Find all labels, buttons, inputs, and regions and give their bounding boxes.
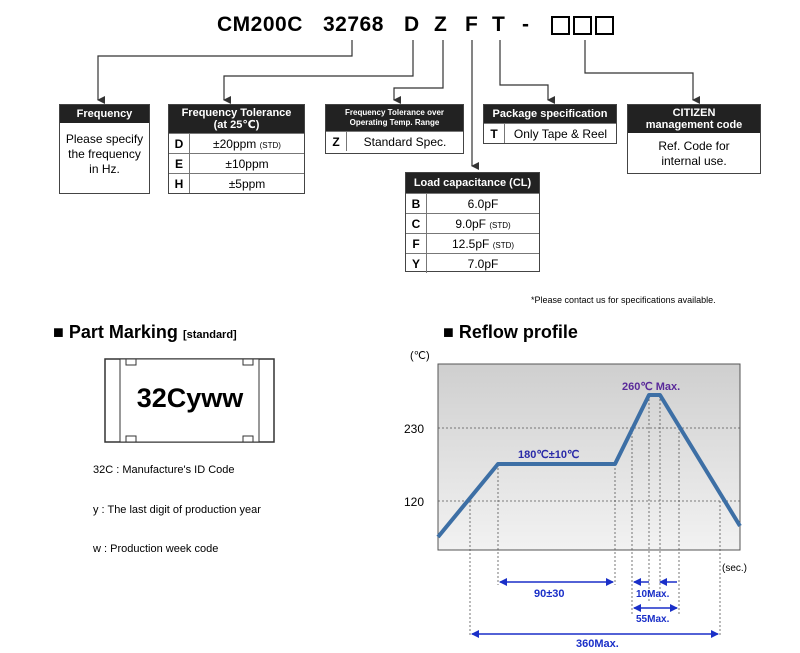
citizen-box-body: Ref. Code for internal use. (658, 139, 730, 168)
row-code: F (406, 234, 427, 254)
tolerance-title-line1: Frequency Tolerance (181, 107, 292, 119)
part-marking-title-text: Part Marking (68, 322, 178, 342)
marking-legend-item: 32C : Manufacture's ID Code (93, 464, 235, 476)
row-value: Standard Spec. (347, 132, 464, 152)
row-code: C (406, 214, 427, 234)
part-dash: - (522, 13, 530, 36)
row-code: B (406, 194, 427, 214)
table-row (169, 154, 304, 174)
dim-above230-label: 55Max. (636, 614, 670, 625)
row-value: 7.0pF (427, 254, 540, 274)
part-marking-code: 32Cyww (136, 383, 244, 413)
tolerance-box-title (169, 105, 304, 133)
table-row (406, 234, 539, 254)
temp-title-line2: Operating Temp. Range (349, 118, 440, 127)
tolerance-table (169, 133, 304, 193)
temp-title-line1: Frequency Tolerance over (345, 108, 444, 117)
frequency-box-title: Frequency (60, 105, 149, 123)
part-marking-title (53, 322, 237, 343)
tolerance-title-line2: (at 25℃) (213, 119, 260, 131)
table-row (169, 174, 304, 194)
soak-temp-label: 180℃±10℃ (518, 449, 580, 461)
load-table (406, 193, 539, 273)
load-box-title: Load capacitance (CL) (406, 173, 539, 193)
row-value: Only Tape & Reel (505, 124, 617, 144)
citizen-title-line2: management code (645, 119, 743, 131)
table-row (406, 214, 539, 234)
part-code-d: D (404, 13, 420, 36)
bullet-square-icon: ■ (443, 322, 454, 342)
y-unit-label: (℃) (410, 350, 430, 362)
table-row (326, 132, 463, 152)
table-row (406, 254, 539, 274)
table-row (169, 134, 304, 154)
table-row (406, 194, 539, 214)
part-code-f: F (465, 13, 479, 36)
temp-range-title (326, 105, 463, 131)
dim-peak-label: 10Max. (636, 589, 670, 600)
dim-soak-label: 90±30 (534, 588, 565, 600)
citizen-box (627, 104, 761, 174)
reflow-title-text: Reflow profile (458, 322, 578, 342)
peak-temp-label: 260℃ Max. (622, 381, 681, 393)
frequency-box-body: Please specify the frequency in Hz. (65, 132, 144, 176)
load-capacitance-box (405, 172, 540, 272)
citizen-box-title (628, 105, 760, 133)
row-value: ±5ppm (190, 174, 305, 194)
part-code-t: T (492, 13, 506, 36)
row-code: E (169, 154, 190, 174)
y-tick-120: 120 (404, 495, 425, 509)
part-frequency: 32768 (323, 13, 384, 36)
reflow-chart (400, 345, 800, 650)
contact-note: *Please contact us for specifications available. (531, 295, 716, 305)
citizen-title-line1: CITIZEN (672, 107, 716, 119)
dimension-arrows (472, 582, 718, 634)
row-code: Z (326, 132, 347, 152)
plot-area (438, 364, 740, 550)
row-code: T (484, 124, 505, 144)
part-series: CM200C (217, 13, 303, 36)
temp-range-box (325, 104, 464, 154)
frequency-box (59, 104, 150, 194)
part-marking-subtitle: [standard] (182, 329, 237, 341)
x-unit-label: (sec.) (722, 563, 747, 574)
part-code-z: Z (434, 13, 448, 36)
row-value: ±20ppm (STD) (190, 134, 305, 154)
row-value: 9.0pF (STD) (427, 214, 540, 234)
row-value: 12.5pF (STD) (427, 234, 540, 254)
marking-legend-item: y : The last digit of production year (93, 504, 261, 516)
package-table (484, 123, 616, 143)
tolerance-box (168, 104, 305, 194)
row-value: 6.0pF (427, 194, 540, 214)
table-row (484, 124, 616, 144)
dim-total-label: 360Max. (576, 638, 619, 650)
row-code: D (169, 134, 190, 154)
package-box (483, 104, 617, 144)
row-value: ±10ppm (190, 154, 305, 174)
package-box-title: Package specification (484, 105, 616, 123)
row-code: H (169, 174, 190, 194)
y-tick-230: 230 (404, 422, 425, 436)
temp-range-table (326, 131, 463, 151)
marking-legend-item: w : Production week code (93, 543, 219, 555)
row-code: Y (406, 254, 427, 274)
bullet-square-icon: ■ (53, 322, 64, 342)
reflow-title (443, 322, 578, 343)
